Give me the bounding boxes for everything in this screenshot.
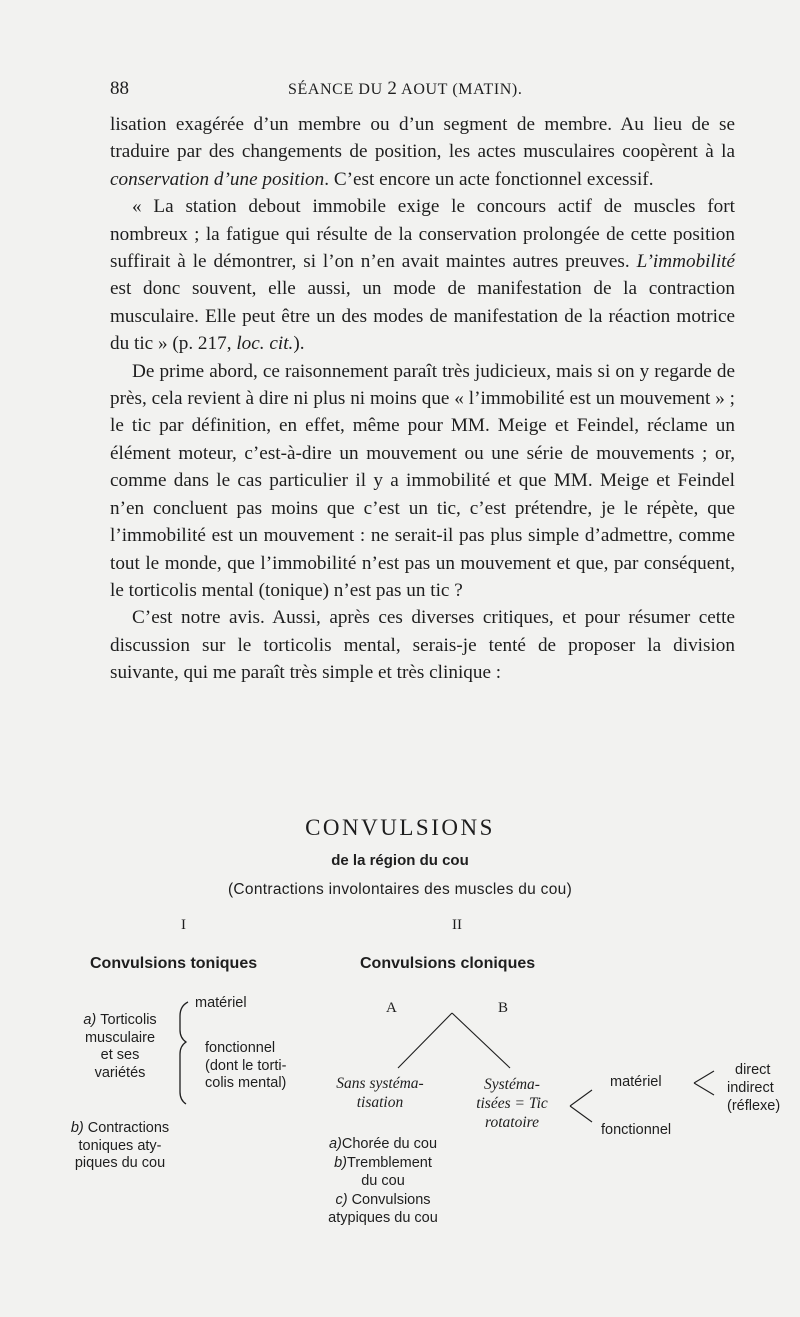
group-1-a-materiel: matériel [195,995,247,1011]
materiel-direct-line [694,1071,714,1083]
branch-b-materiel: matériel [610,1074,662,1090]
branch-b-label: B [498,1000,509,1016]
paragraph-2: « La station debout immobile exige le concours actif de muscles fort nombreux ; la fatigue qui résulte de la conservation prolongée de cette position suffirait à le démontrer, si l’on n’en avait maintes autres preuves. L’immobilité est donc souvent, elle aussi, un mode de manifestation de la contraction musculaire. Elle peut être un des modes de manifestation de la réaction motrice du tic » (p. 217, loc. cit.). [110,196,735,355]
paragraph-4: C’est notre avis. Aussi, après ces diverses critiques, et pour résumer cette discussion sur le torticolis mental, serais-je tenté de proposer la division suivante, qui me paraît très simple et très clinique : [110,607,735,684]
group-2-heading: Convulsions cloniques [360,955,536,972]
branch-a-item: b)Tremblement [334,1154,432,1171]
paragraph-1: lisation exagérée d’un membre ou d’un segment de membre. Au lieu de se traduire par des changements de position, les actes musculaires coopèrent à la conservation d’une position. C’est encore un acte fonctionnel excessif. [110,114,735,190]
classification-title: CONVULSIONS [305,815,495,840]
branch-a-line [398,1013,452,1068]
branch-b-fonctionnel: fonctionnel [601,1122,672,1138]
materiel-indirect-line [694,1083,714,1095]
paragraph-3: De prime abord, ce raisonnement paraît très judicieux, mais si on y regarde de près, cela revient à dire ni plus ni moins que « l’immobilité est un mouvement » ; le tic par définition, en effet, même pour MM. Meige et Feindel, réclame un élément moteur, c’est-à-dire un mouvement ou une série de mouvements ; or, comme dans le cas particulier il y a immobilité et que MM. Meige et Feindel n’en concluent pas moins que c’est un tic, c’est prétendre, je le répète, que l’immobilité est un mouvement : ne serait-il pas plus simple d’admettre, comme tout le monde, que l’immobilité n’est pas un mouvement et que, par conséquent, le torticolis mental (tonique) n’est pas un tic ? [110,360,735,601]
page-number: 88 [110,78,129,99]
branch-a-item: atypiques du cou [328,1210,438,1226]
group-1-heading: Convulsions toniques [90,955,258,972]
group-2-numeral: II [452,917,462,933]
group-1-item-a: a) Torticolis musculaire et ses variétés [83,1012,157,1081]
group-1-item-b: b) Contractions toniques aty- piques du cou [70,1120,170,1171]
running-title: SÉANCE DU 2 AOUT (MATIN). [288,78,523,99]
classification-parenthetical: (Contractions involontaires des muscles du cou) [227,881,573,898]
group-1-numeral: I [181,917,186,933]
branch-a-item: c) Convulsions [335,1191,431,1208]
branch-b-materiel-sub: direct indirect (réflexe) [727,1062,781,1114]
classification-subtitle: de la région du cou [331,852,469,869]
branch-a-item: a)Chorée du cou [328,1136,438,1152]
branch-b-title: Systéma- tisées = Tic rotatoire [476,1076,548,1131]
branch-a-label: A [386,1000,397,1016]
branch-b-fonctionnel-line [570,1106,592,1122]
group-1-a-fonctionnel: fonctionnel (dont le torti- colis mental) [205,1040,287,1091]
branch-a-title: Sans systéma- tisation [336,1075,424,1111]
branch-b-line [452,1013,510,1068]
branch-b-materiel-line [570,1090,592,1106]
brace-group-1 [180,1002,188,1104]
branch-a-item: du cou [361,1173,405,1189]
